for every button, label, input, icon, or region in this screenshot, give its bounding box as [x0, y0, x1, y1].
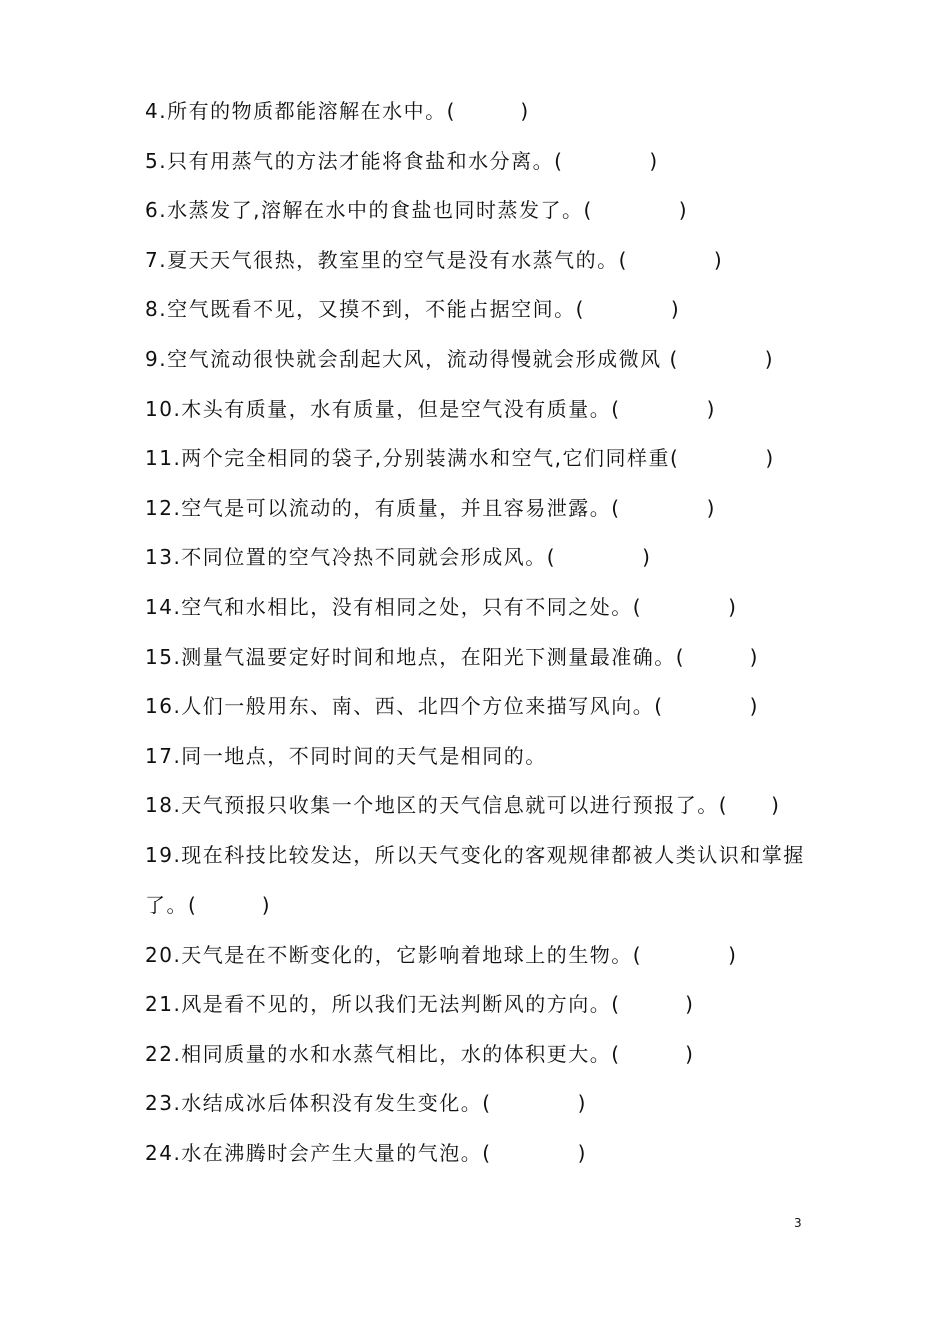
question-22: 22.相同质量的水和水蒸气相比，水的体积更大。( ) — [145, 1041, 695, 1066]
question-14: 14.空气和水相比，没有相同之处，只有不同之处。( ) — [145, 594, 738, 619]
question-20: 20.天气是在不断变化的，它影响着地球上的生物。( ) — [145, 942, 738, 967]
question-list — [145, 99, 825, 1190]
question-10: 10.木头有质量，水有质量，但是空气没有质量。( ) — [145, 396, 716, 421]
question-6: 6.水蒸发了,溶解在水中的食盐也同时蒸发了。( ) — [145, 198, 689, 223]
question-5: 5.只有用蒸气的方法才能将食盐和水分离。( ) — [145, 148, 659, 173]
question-23: 23.水结成冰后体积没有发生变化。( ) — [145, 1091, 587, 1116]
page-number: 3 — [794, 1216, 802, 1230]
question-13: 13.不同位置的空气冷热不同就会形成风。( ) — [145, 545, 652, 570]
question-15: 15.测量气温要定好时间和地点，在阳光下测量最准确。( ) — [145, 644, 759, 669]
question-17: 17.同一地点，不同时间的天气是相同的。 — [145, 743, 547, 768]
question-7: 7.夏天天气很热，教室里的空气是没有水蒸气的。( ) — [145, 247, 724, 272]
question-8: 8.空气既看不见，又摸不到，不能占据空间。( ) — [145, 297, 681, 322]
question-19: 19.现在科技比较发达，所以天气变化的客观规律都被人类认识和掌握了。( ) — [145, 842, 805, 917]
question-21: 21.风是看不见的，所以我们无法判断风的方向。( ) — [145, 992, 695, 1017]
question-4: 4.所有的物质都能溶解在水中。( ) — [145, 99, 530, 123]
question-24: 24.水在沸腾时会产生大量的气泡。( ) — [145, 1140, 587, 1165]
question-11: 11.两个完全相同的袋子,分别装满水和空气,它们同样重( ) — [145, 446, 775, 471]
question-9: 9.空气流动很快就会刮起大风，流动得慢就会形成微风 ( ) — [145, 346, 775, 371]
question-16: 16.人们一般用东、南、西、北四个方位来描写风向。( ) — [145, 694, 759, 719]
question-18: 18.天气预报只收集一个地区的天气信息就可以进行预报了。( ) — [145, 793, 781, 818]
question-12: 12.空气是可以流动的，有质量，并且容易泄露。( ) — [145, 495, 716, 520]
